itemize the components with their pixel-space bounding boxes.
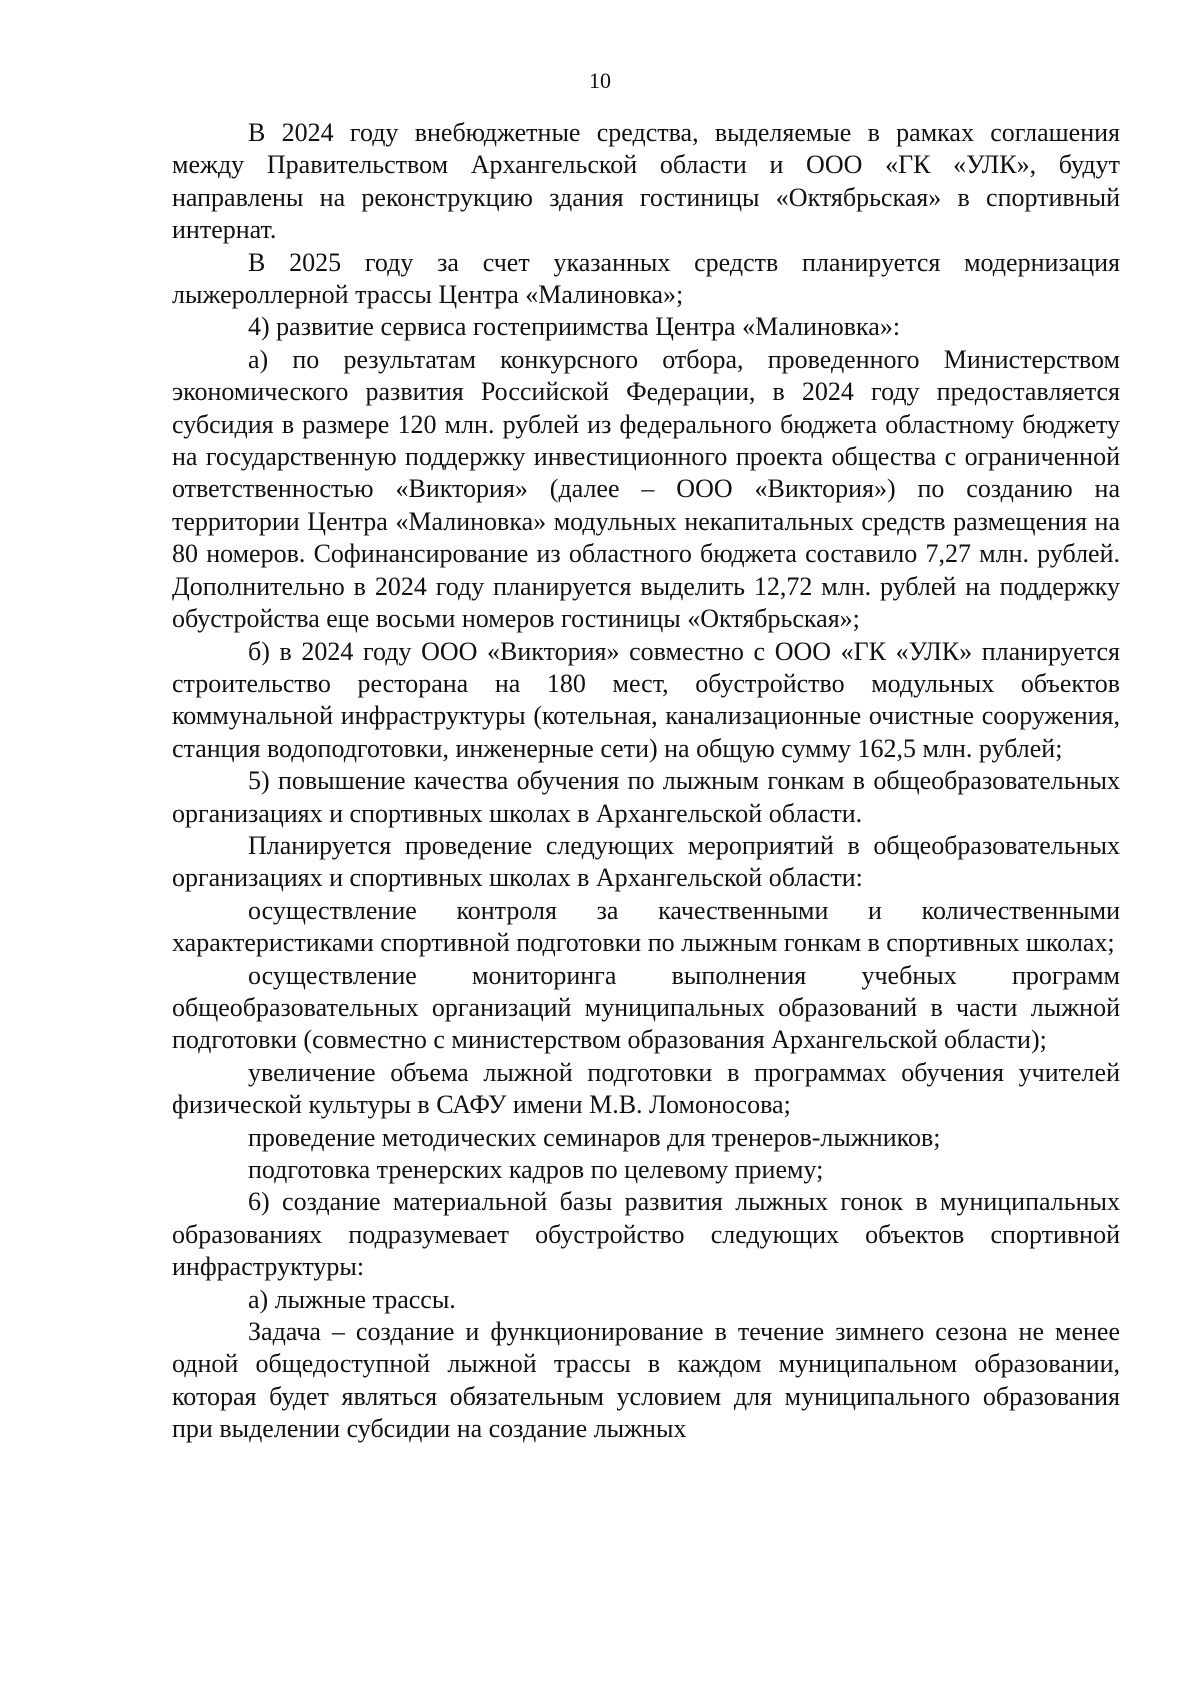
list-item-6a-ski-trails: а) лыжные трассы. <box>248 1284 456 1314</box>
list-item-4b-restaurant: б) в 2024 году ООО «Виктория» совместно с ООО «ГК «УЛК» планируется строительство ресторана на 180 мест, обустройство модульных объектов коммунальной инфраструктуры (котельная, канализационные очистные сооружения, станция водоподготовки, инженерные сети) на общую сумму 162,5 млн. рублей; <box>172 636 1120 763</box>
list-item-4-hospitality: 4) развитие сервиса гостеприимства Центра «Малиновка»: <box>248 312 901 342</box>
paragraph-2025-modernization: В 2025 году за счет указанных средств планируется модернизация лыжероллерной трассы Центра «Малиновка»; <box>172 247 1120 310</box>
list-item-4a-subsidy: а) по результатам конкурсного отбора, проведенного Министерством экономического развития Российской Федерации, в 2024 году предоставляется субсидия в размере 120 млн. рублей из федерального бюджета областному бюджету на государственную поддержку инвестиционного проекта общества с ограниченной ответственностью «Виктория» (далее – ООО «Виктория») по созданию на территории Центра «Малиновка» модульных некапитальных средств размещения на 80 номеров. Софинансирование из областного бюджета составило 7,27 млн. рублей. Дополнительно в 2024 году планируется выделить 12,72 млн. рублей на поддержку обустройства еще восьми номеров гостиницы «Октябрьская»; <box>172 344 1120 634</box>
page-number: 10 <box>589 68 611 93</box>
paragraph-extrabudget-2024: В 2024 году внебюджетные средства, выделяемые в рамках соглашения между Правительством Архангельской области и ООО «ГК «УЛК», будут направлены на реконструкцию здания гостиницы «Октябрьская» в спортивный интернат. <box>172 118 1120 245</box>
paragraph-task: Задача – создание и функционирование в течение зимнего сезона не менее одной общедоступной лыжной трассы в каждом муниципальном образовании, которая будет являться обязательным условием для муниципального образования при выделении субсидии на создание лыжных <box>172 1317 1120 1444</box>
measure-teacher-training: увеличение объема лыжной подготовки в программах обучения учителей физической культуры в САФУ имени М.В. Ломоносова; <box>172 1057 1120 1120</box>
list-item-6-material-base: 6) создание материальной базы развития лыжных гонок в муниципальных образованиях подразумевает обустройство следующих объектов спортивной инфраструктуры: <box>172 1187 1120 1282</box>
measure-seminars: проведение методических семинаров для тренеров-лыжников; <box>248 1122 941 1152</box>
measure-monitoring: осуществление мониторинга выполнения учебных программ общеобразовательных организаций муниципальных образований в части лыжной подготовки (совместно с министерством образования Архангельской области); <box>172 960 1120 1055</box>
measure-coach-training: подготовка тренерских кадров по целевому приему; <box>248 1155 824 1184</box>
measure-control: осуществление контроля за качественными и количественными характеристиками спортивной подготовки по лыжным гонкам в спортивных школах; <box>172 895 1120 958</box>
paragraph-planned-measures: Планируется проведение следующих мероприятий в общеобразовательных организациях и спортивных школах в Архангельской области: <box>172 830 1120 893</box>
list-item-5-training-quality: 5) повышение качества обучения по лыжным гонкам в общеобразовательных организациях и спортивных школах в Архангельской области. <box>172 766 1120 828</box>
document-body <box>172 117 1120 1446</box>
